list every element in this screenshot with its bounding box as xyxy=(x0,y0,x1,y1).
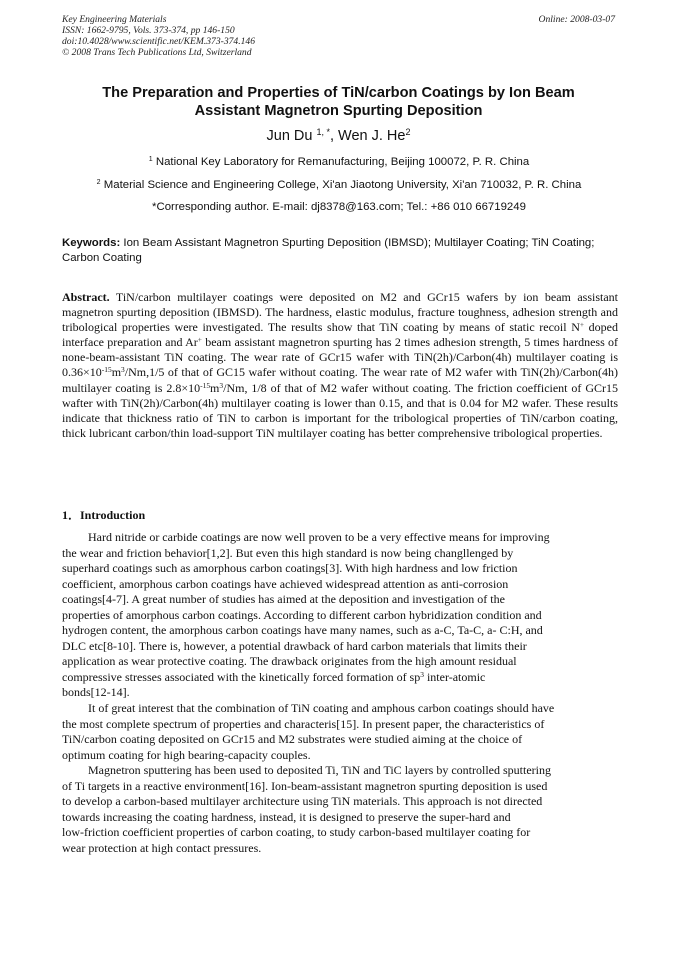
abstract-sup-4: 3 xyxy=(121,365,125,375)
author-1-affiliation-mark: 1, * xyxy=(316,127,330,138)
abstract-text-6: m xyxy=(210,380,220,395)
affiliation-1-mark: 1 xyxy=(148,156,153,164)
issn-line: ISSN: 1662-9795, Vols. 373-374, pp 146-150 xyxy=(62,25,235,36)
author-2-affiliation-mark: 2 xyxy=(405,127,411,138)
copyright-line: © 2008 Trans Tech Publications Ltd, Switzerland xyxy=(62,47,252,58)
intro-p3-line-6: wear protection at high contact pressures. xyxy=(62,840,262,855)
intro-p1-line-1: Hard nitride or carbide coatings are now well proven to be a very effective means for improving xyxy=(88,530,550,544)
intro-p1-line-9: application as wear protective coating. The drawback originates from the high amount residual xyxy=(62,654,517,669)
title-line-1: The Preparation and Properties of TiN/carbon Coatings by Ion Beam xyxy=(102,85,575,101)
abstract-sup-3: -15 xyxy=(101,365,112,375)
keywords xyxy=(62,236,618,266)
doi-line: doi:10.4028/www.scientific.net/KEM.373-374.146 xyxy=(62,36,256,47)
intro-p1-sup: 3 xyxy=(420,669,424,679)
abstract-text-1: TiN/carbon multilayer coatings were deposited on M2 and GCr15 wafers by ion beam assistant magnetron spurting deposition (IBMSD). The hardness, elastic modulus, fracture toughness, adhesion strength and tribological properties were investigated. The results show that TiN coating by means of static recoil N xyxy=(62,290,618,335)
intro-p3-line-2: of Ti targets in a reactive environment[16]. Ion-beam-assistant magnetron spurting deposition is used xyxy=(62,778,548,793)
intro-p1-line-6: properties of amorphous carbon coatings. According to different carbon hybridization condition and xyxy=(62,607,542,622)
abstract-text-5: /Nm,1/5 of that of GC15 wafer without coating. The wear rate of M2 wafer with TiN(2h)/Carbon(4h) multilayer coating is 2.8×10 xyxy=(62,365,618,395)
intro-paragraph-1 xyxy=(62,530,618,701)
author-separator: , xyxy=(329,128,339,144)
abstract-text-7: /Nm, 1/8 of that of M2 wafer without coating. The friction coefficient of GCr15 wafter with TiN(2h)/Carbon(4h) multilayer coating is lower than 0.15, and that is 0.04 for M2 wafer. These results indicate that thickness ratio of TiN to carbon is important for the tribological properties of TiN/carbon coating, thick lubricant carbon/thin load-support TiN multilayer coating has better comprehensive tribological properties. xyxy=(62,380,618,440)
abstract-text-4: m xyxy=(111,365,122,380)
author-1: Jun Du xyxy=(266,128,313,144)
intro-paragraph-2 xyxy=(62,701,618,763)
intro-p1-line-5: coatings[4-7]. A great number of studies has aimed at the deposition and investigation of the xyxy=(62,592,505,607)
intro-p2-line-3: TiN/carbon coating deposited on GCr15 and M2 substrates were studied aiming at the choice of xyxy=(62,732,523,747)
intro-p1-line-8: DLC etc[8-10]. There is, however, a potential drawback of hard carbon materials that limits their xyxy=(62,638,527,653)
author-list xyxy=(62,128,615,144)
affiliation-1 xyxy=(40,156,638,168)
intro-p3-line-5: low-friction coefficient properties of carbon coating, to study carbon-based multilayer coating for xyxy=(62,825,531,840)
keywords-text: Ion Beam Assistant Magnetron Spurting Deposition (IBMSD); Multilayer Coating; TiN Coating; Carbon Coating xyxy=(62,237,595,264)
abstract-sup-2: + xyxy=(197,335,202,345)
intro-p3-line-4: towards increasing the coating hardness, instead, it is designed to preserve the super-hard and xyxy=(62,809,511,824)
title-line-2: Assistant Magnetron Spurting Deposition xyxy=(194,103,483,119)
intro-p2-line-4: optimum coating for high bearing-capacity couples. xyxy=(62,747,311,762)
affiliation-2-text: Material Science and Engineering College, Xi'an Jiaotong University, Xi'an 710032, P. R. China xyxy=(103,179,582,191)
intro-p1-line-4: coefficient, amorphous carbon coatings have achieved widespread attention as anti-corrosion xyxy=(62,576,509,591)
abstract-sup-5: -15 xyxy=(200,380,211,390)
introduction-body xyxy=(62,530,618,856)
abstract-text-3: beam assistant magnetron spurting has 2 times adhesion strength, 5 times hardness of none-beam-assistant TiN coating. The wear rate of GCr15 wafer with TiN(2h)/Carbon(4h) multilayer coating is 0.36×10 xyxy=(62,335,618,380)
journal-header xyxy=(62,14,255,58)
abstract xyxy=(62,290,618,441)
intro-p1-line-10b: inter-atomic xyxy=(423,669,486,684)
abstract-label: Abstract. xyxy=(62,290,110,304)
affiliation-1-text: National Key Laboratory for Remanufacturing, Beijing 100072, P. R. China xyxy=(155,156,530,168)
author-2: Wen J. He xyxy=(338,128,406,144)
intro-paragraph-3 xyxy=(62,763,618,856)
section-heading-introduction: 1．Introduction xyxy=(62,508,146,522)
online-date: Online: 2008-03-07 xyxy=(538,14,615,25)
intro-p1-line-7: hydrogen content, the amorphous carbon coatings have many names, such as a-C, Ta-C, a- C:H, and xyxy=(62,623,543,638)
intro-p2-line-1: It of great interest that the combination of TiN coating and amphous carbon coatings should have xyxy=(88,701,555,716)
affiliation-2 xyxy=(40,179,638,191)
affiliation-2-mark: 2 xyxy=(96,179,101,187)
intro-p3-line-3: to develop a carbon-based multilayer architecture using TiN materials. This approach is not directed xyxy=(62,794,543,809)
intro-p3-line-1: Magnetron sputtering has been used to deposited Ti, TiN and TiC layers by controlled sputtering xyxy=(88,763,551,778)
intro-p1-line-3: superhard coatings such as amorphous carbon coatings[3]. With high hardness and low friction xyxy=(62,561,518,576)
keywords-label: Keywords: xyxy=(62,237,121,249)
intro-p1-line-10a: compressive stresses associated with the kinetically forced formation of sp xyxy=(62,669,421,684)
intro-p1-line-11: bonds[12-14]. xyxy=(62,685,130,700)
paper-title xyxy=(62,84,615,120)
intro-p1-line-2: the wear and friction behavior[1,2]. But even this high standard is now being changllenged by xyxy=(62,545,514,560)
corresponding-author: *Corresponding author. E-mail: dj8378@163.com; Tel.: +86 010 66719249 xyxy=(152,201,526,213)
intro-p2-line-2: the most complete spectrum of properties and characteris[15]. In present paper, the characteristics of xyxy=(62,716,545,731)
abstract-sup-1: + xyxy=(579,320,585,330)
abstract-sup-6: 3 xyxy=(219,380,224,390)
abstract-text-2: doped interface preparation and Ar xyxy=(62,320,619,350)
journal-name: Key Engineering Materials xyxy=(62,14,167,25)
